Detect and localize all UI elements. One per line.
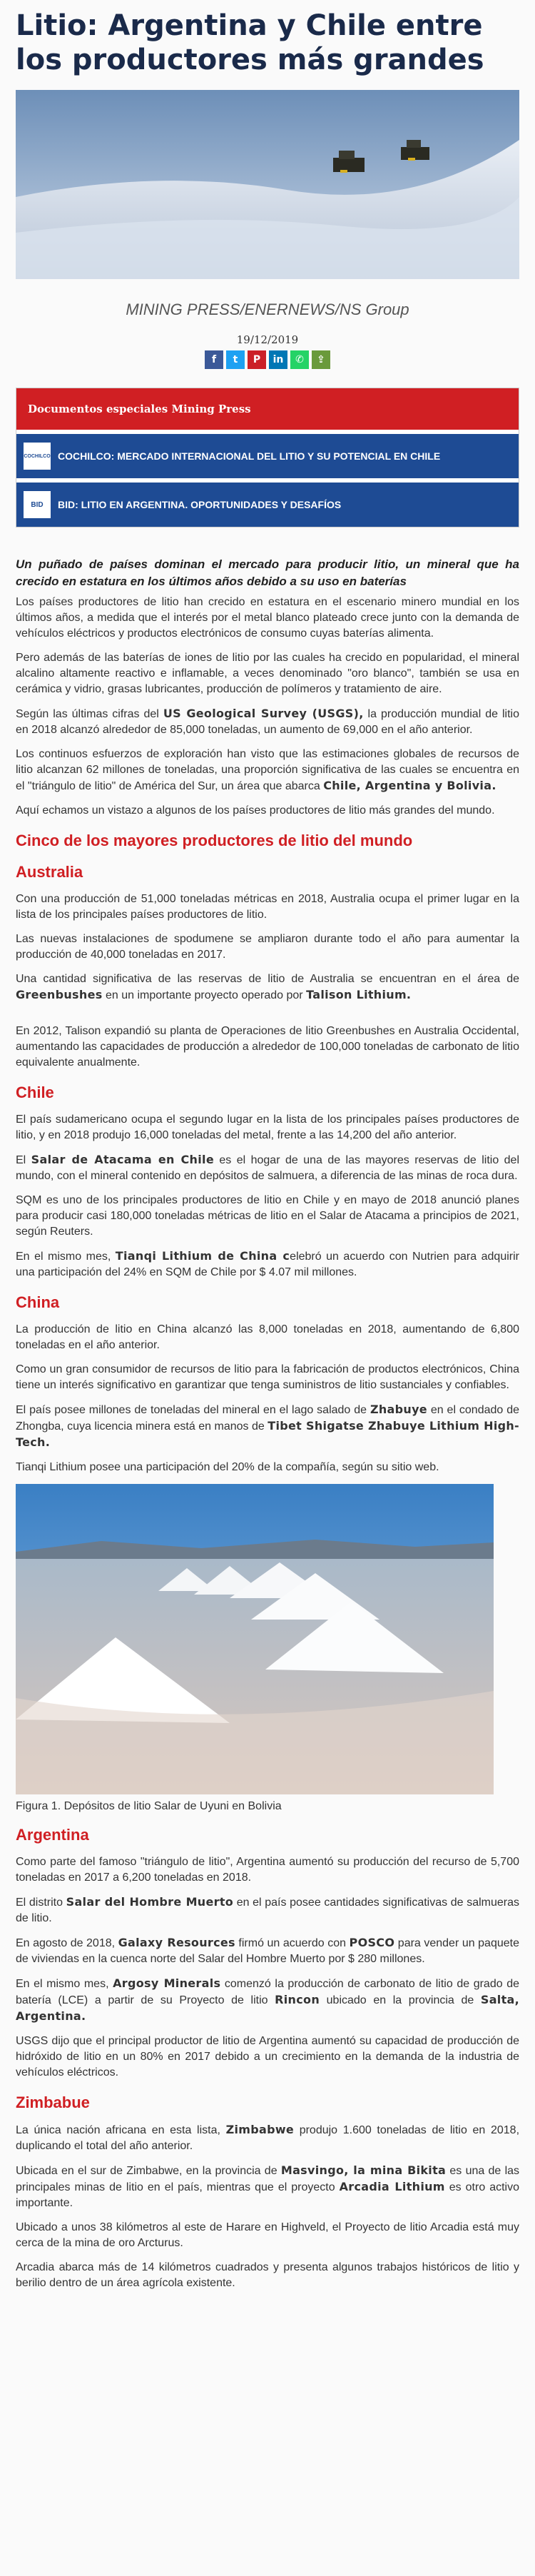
paragraph: Tianqi Lithium posee una participación del 20% de la compañía, según su sitio web.	[16, 1461, 439, 1473]
paragraph: SQM es uno de los principales productores de litio en Chile y en mayo de 2018 anunció planes para producir casi 180,000 toneladas métricas de litio en el Salar de Atacama a principios de 2021, según Reuters.	[16, 1194, 519, 1238]
paragraph: Las nuevas instalaciones de spodumene se ampliaron durante todo el año para aumentar la producción de 40,000 toneladas en 2017.	[16, 933, 519, 961]
hero-image	[16, 90, 519, 279]
section-heading-australia: Australia	[16, 863, 83, 881]
doc-link-label: COCHILCO: MERCADO INTERNACIONAL DEL LITIO Y SU POTENCIAL EN CHILE	[58, 450, 441, 462]
bid-logo: BID	[24, 491, 51, 518]
twitter-icon[interactable]: t	[226, 350, 245, 369]
article-page	[0, 9, 535, 2291]
paragraph: Ubicado a unos 38 kilómetros al este de Harare en Highveld, el Proyecto de litio Arcadia está muy cerca de la mina de oro Arcturus.	[16, 2221, 519, 2249]
paragraph: Ubicada en el sur de Zimbabwe, en la provincia de Masvingo, la mina Bikita es una de las principales minas de litio en el país, mientras que el proyecto Arcadia Lithium es otro activo importante.	[16, 2163, 520, 2209]
paragraph: Como un gran consumidor de recursos de litio para la fabricación de productos electrónicos, China tiene un interés significativo en garantizar que tenga suministros de litio sustanciales y confiables.	[16, 1363, 519, 1391]
paragraph: En 2012, Talison expandió su planta de Operaciones de litio Greenbushes en Australia Occidental, aumentando las capacidades de producción a alrededor de 100,000 toneladas de carbonato de litio equivalente anualmente.	[16, 1025, 519, 1069]
pinterest-icon[interactable]: P	[248, 350, 266, 369]
article-title: Litio: Argentina y Chile entre los productores más grandes	[16, 9, 484, 76]
paragraph: Una cantidad significativa de las reservas de litio de Australia se encuentran en el área de Greenbushes en un importante proyecto operado por Talison Lithium.	[16, 973, 519, 1001]
paragraph: En agosto de 2018, Galaxy Resources firmó un acuerdo con POSCO para vender un paquete de viviendas en la cuenca norte del Salar del Hombre Muerto por $ 280 millones.	[16, 1936, 519, 1965]
special-docs-header: Documentos especiales Mining Press	[16, 388, 519, 430]
paragraph: Aquí echamos un vistazo a algunos de los países productores de litio más grandes del mundo.	[16, 804, 495, 817]
share-bar	[16, 350, 519, 369]
figure-caption: Figura 1. Depósitos de litio Salar de Uyuni en Bolivia	[16, 1800, 282, 1812]
article-source: MINING PRESS/ENERNEWS/NS Group	[126, 300, 409, 318]
paragraph: Arcadia abarca más de 14 kilómetros cuadrados y presenta algunos trabajos históricos de litio y berilio dentro de un área agrícola existente.	[16, 2261, 519, 2289]
article-lead: Un puñado de países dominan el mercado para producir litio, un mineral que ha crecido en estatura en los últimos años debido a su uso en baterías	[16, 557, 519, 588]
article-date: 19/12/2019	[236, 333, 299, 346]
facebook-icon[interactable]: f	[205, 350, 223, 369]
section-heading: Cinco de los mayores productores de litio del mundo	[16, 832, 413, 849]
paragraph: USGS dijo que el principal productor de litio de Argentina aumentó su capacidad de producción de hidróxido de litio en un 80% en 2017 debido a un crecimiento en la demanda de la industria de vehículos eléctricos.	[16, 2035, 519, 2079]
paragraph: El país sudamericano ocupa el segundo lugar en la lista de los principales países productores de litio, y en 2018 produjo 16,000 toneladas del metal, frente a las 14,200 del año anterior.	[16, 1113, 519, 1141]
section-heading-zimbabue: Zimbabue	[16, 2093, 90, 2111]
whatsapp-icon[interactable]: ✆	[290, 350, 309, 369]
more-share-icon[interactable]: ⇪	[312, 350, 330, 369]
doc-link-label: BID: LITIO EN ARGENTINA. OPORTUNIDADES Y DESAFÍOS	[58, 499, 342, 510]
salar-uyuni-image	[16, 1484, 494, 1794]
paragraph: La única nación africana en esta lista, Zimbabwe produjo 1.600 toneladas de litio en 2018, duplicando el total del año anterior.	[16, 2123, 520, 2152]
paragraph: En el mismo mes, Argosy Minerals comenzó la producción de carbonato de litio de grado de batería (LCE) a partir de su Proyecto de litio Rincon ubicado en la provincia de Salta, Argentina.	[16, 1976, 520, 2023]
linkedin-icon[interactable]: in	[269, 350, 287, 369]
paragraph: Los continuos esfuerzos de exploración han visto que las estimaciones globales de recursos de litio alcanzan 62 millones de toneladas, una proporción significativa de las cuales se encuentra en el "triángulo de litio" de América del Sur, un área que abarca Chile, Argentina y Bolivia.	[16, 748, 519, 792]
paragraph: Con una producción de 51,000 toneladas métricas en 2018, Australia ocupa el primer lugar en la lista de los principales países productores de litio.	[16, 893, 519, 921]
paragraph: El país posee millones de toneladas del mineral en el lago salado de Zhabuye en el condado de Zhongba, cuya licencia minera está en manos de Tibet Shigatse Zhabuye Lithium High-Tech.	[16, 1403, 520, 1449]
paragraph: La producción de litio en China alcanzó las 8,000 toneladas en 2018, aumentando de 6,800 toneladas en el año anterior.	[16, 1323, 519, 1351]
paragraph: Los países productores de litio han crecido en estatura en el escenario minero mundial en los últimos años, a medida que el interés por el metal blanco plateado crece junto con la demanda de vehículos eléctricos y productos electrónicos de consumo cuyas baterías alimenta.	[16, 596, 519, 640]
section-heading-chile: Chile	[16, 1084, 54, 1101]
special-docs-box	[16, 388, 519, 527]
paragraph: Pero además de las baterías de iones de litio por las cuales ha crecido en popularidad, el mineral alcalino altamente reactivo e inflamable, a veces denominado "oro blanco", también se usa en cerámica y vidrio, grasas lubricantes, producción de polímeros y tratamiento de aire.	[16, 652, 519, 695]
paragraph: El distrito Salar del Hombre Muerto en el país posee cantidades significativas de salmueras de litio.	[16, 1895, 519, 1924]
paragraph: En el mismo mes, Tianqi Lithium de China celebró un acuerdo con Nutrien para adquirir una participación del 24% en SQM de Chile por $ 4.07 mil millones.	[16, 1249, 519, 1278]
paragraph: El Salar de Atacama en Chile es el hogar de una de las mayores reservas de litio del mundo, con el mineral contenido en depósitos de salmuera, a diferencia de las minas de roca dura.	[16, 1153, 520, 1182]
paragraph: Según las últimas cifras del US Geological Survey (USGS), la producción mundial de litio en 2018 alcanzó alrededor de 85,000 toneladas, un aumento de 69,000 en el año anterior.	[16, 707, 519, 736]
paragraph: Como parte del famoso "triángulo de litio", Argentina aumentó su producción del recurso de 5,700 toneladas en 2017 a 6,200 toneladas en 2018.	[16, 1856, 519, 1884]
cochilco-logo: COCHILCO	[24, 443, 51, 470]
section-heading-china: China	[16, 1293, 60, 1311]
doc-link-cochilco[interactable]	[16, 430, 519, 478]
section-heading-argentina: Argentina	[16, 1826, 89, 1844]
doc-link-bid[interactable]	[16, 478, 519, 527]
